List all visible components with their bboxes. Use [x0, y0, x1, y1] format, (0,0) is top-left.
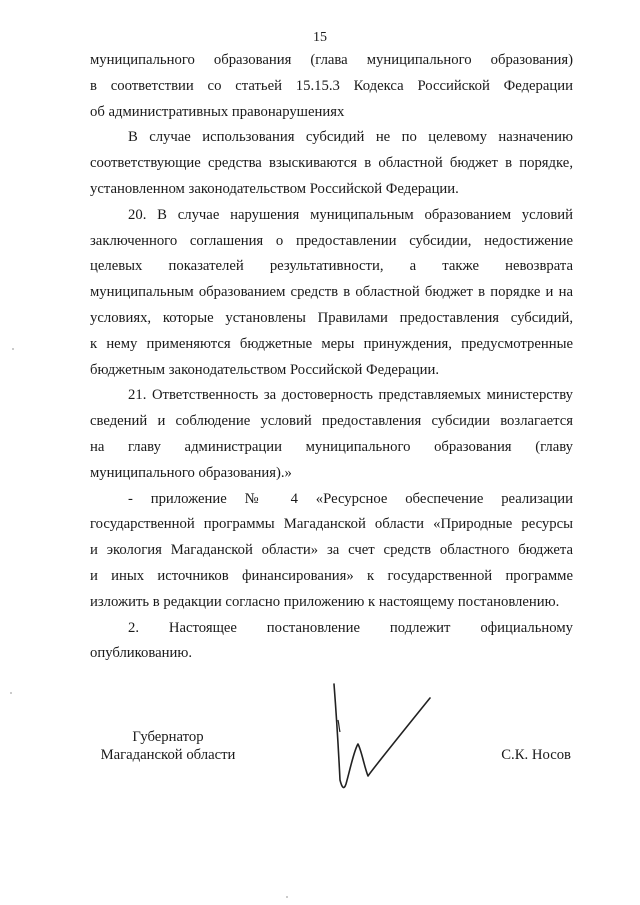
text-line: муниципального образования).» — [90, 464, 292, 481]
text-line: в соответствии со статьей 15.15.3 Кодекса Российской Федерации — [90, 77, 573, 94]
scan-speck — [12, 348, 14, 350]
text-line: муниципальным образованием средств в областной бюджет в порядке и на — [90, 284, 573, 301]
signatory-title-line2: Магаданской области — [100, 747, 236, 763]
text-line: к нему применяются бюджетные меры принуждения, предусмотренные — [90, 335, 573, 352]
text-line: В случае использования субсидий не по целевому назначению — [128, 129, 573, 146]
paragraph — [90, 203, 573, 384]
page-number: 15 — [313, 30, 327, 45]
document-body — [90, 48, 573, 667]
signatory-title — [90, 728, 246, 764]
scan-speck — [286, 896, 288, 898]
paragraph — [90, 125, 573, 202]
text-line: об административных правонарушениях — [90, 103, 345, 120]
text-line: бюджетным законодательством Российской Федерации. — [90, 361, 440, 378]
scan-speck — [10, 692, 12, 694]
text-line: сведений и соблюдение условий предоставления субсидии возлагается — [90, 413, 573, 430]
paragraph — [90, 487, 573, 616]
text-line: на главу администрации муниципального образования (главу — [90, 438, 573, 455]
text-line: целевых показателей результативности, а также невозврата — [90, 258, 573, 275]
signatory-title-line1: Губернатор — [132, 729, 204, 745]
text-line: и иных источников финансирования» к государственной программе — [90, 567, 573, 584]
text-line: изложить в редакции согласно приложению к настоящему постановлению. — [90, 593, 560, 610]
paragraph — [90, 383, 573, 486]
text-line: заключенного соглашения о предоставлении субсидии, недостижение — [90, 232, 573, 249]
text-line: муниципального образования (глава муниципального образования) — [90, 52, 573, 68]
text-line: 20. В случае нарушения муниципальным образованием условий — [128, 206, 573, 223]
text-line: установленном законодательством Российской Федерации. — [90, 180, 459, 197]
text-line: государственной программы Магаданской области «Природные ресурсы — [90, 516, 573, 533]
text-line: - приложение № 4 «Ресурсное обеспечение реализации — [128, 490, 573, 507]
text-line: условиях, которые установлены Правилами предоставления субсидий, — [90, 309, 573, 326]
handwritten-signature — [318, 680, 436, 798]
text-line: и экология Магаданской области» за счет средств областного бюджета — [90, 542, 573, 559]
paragraph — [90, 616, 573, 668]
text-line: 2. Настоящее постановление подлежит официальному — [128, 619, 573, 636]
text-line: 21. Ответственность за достоверность представляемых министерству — [128, 387, 573, 404]
paragraph — [90, 48, 573, 125]
signatory-name: С.К. Носов — [501, 747, 571, 763]
text-line: соответствующие средства взыскиваются в областной бюджет в порядке, — [90, 155, 573, 172]
text-line: опубликованию. — [90, 645, 193, 662]
